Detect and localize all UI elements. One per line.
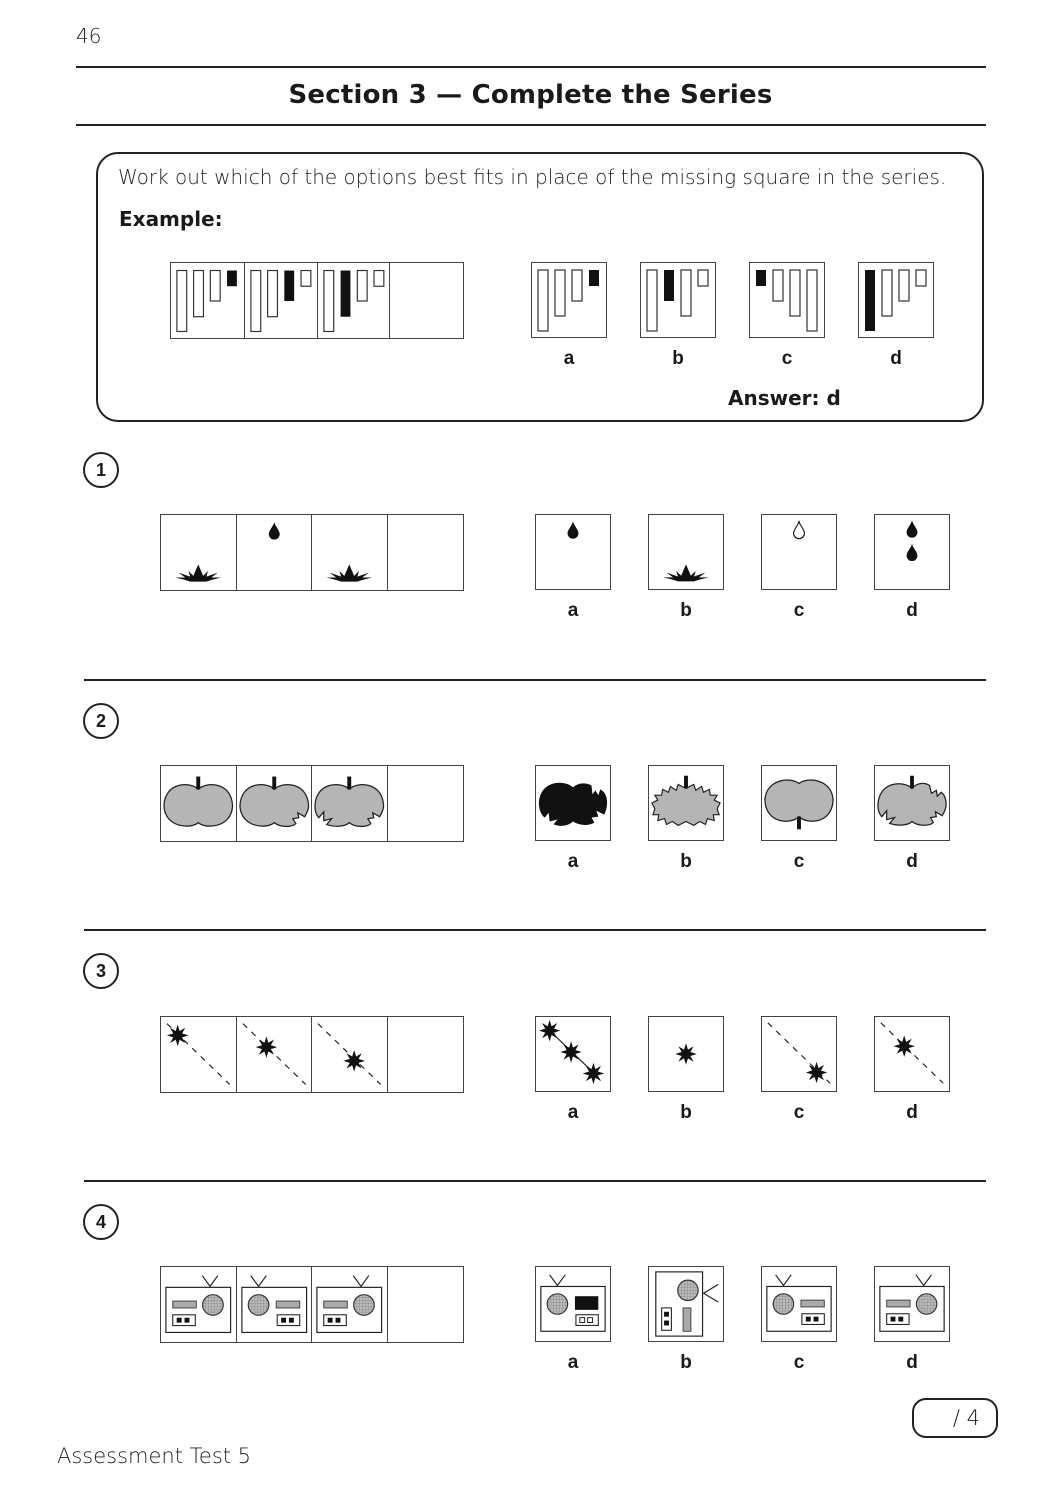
star-on-dashed-line-icon: [237, 1017, 312, 1092]
q1-series: [160, 514, 464, 591]
missing-cell: [388, 766, 464, 841]
example-option-c[interactable]: [749, 262, 825, 338]
series-cell: [161, 766, 237, 841]
option-label: c: [793, 600, 805, 621]
option-label: a: [567, 1102, 579, 1123]
option-label: b: [672, 348, 684, 369]
option-label: c: [793, 851, 805, 872]
option-label: d: [906, 600, 918, 621]
footer-title: Assessment Test 5: [57, 1444, 252, 1468]
bars-icon: [245, 263, 317, 338]
apple-bitten-icon: [649, 766, 723, 840]
missing-cell: [388, 1267, 464, 1342]
drop-outline-icon: [762, 515, 836, 589]
star-on-dashed-line-icon: [875, 1017, 949, 1091]
question-divider: [84, 679, 986, 681]
series-cell: [161, 1267, 237, 1342]
example-label: Example:: [119, 207, 223, 231]
option-label: a: [567, 600, 579, 621]
series-cell: [171, 263, 245, 338]
bars-icon: [532, 263, 606, 337]
q1-option-d[interactable]: [874, 514, 950, 590]
q1-option-a[interactable]: [535, 514, 611, 590]
option-label: d: [906, 1102, 918, 1123]
q1-option-c[interactable]: [761, 514, 837, 590]
apple-bitten-icon: [237, 766, 312, 841]
series-cell: [237, 766, 313, 841]
q4-option-c[interactable]: [761, 1266, 837, 1342]
option-label: b: [680, 851, 692, 872]
divider-under-title: [76, 124, 986, 126]
q4-series: [160, 1266, 464, 1343]
q2-option-a[interactable]: [535, 765, 611, 841]
series-cell: [161, 1017, 237, 1092]
series-cell: [237, 1017, 313, 1092]
star-on-dashed-line-icon: [762, 1017, 836, 1091]
radio-icon: [161, 1267, 236, 1342]
question-number: 2: [83, 703, 119, 739]
q2-option-c[interactable]: [761, 765, 837, 841]
star-on-dashed-line-icon: [161, 1017, 236, 1092]
option-label: d: [906, 1352, 918, 1373]
star-icon: [649, 1017, 723, 1091]
q1-option-b[interactable]: [648, 514, 724, 590]
drop-icon: [536, 515, 610, 589]
question-number: 3: [83, 953, 119, 989]
series-cell: [237, 515, 313, 590]
bars-icon: [318, 263, 390, 338]
radio-rotated-icon: [649, 1267, 723, 1341]
apple-icon: [161, 766, 236, 841]
question-divider: [84, 1180, 986, 1182]
drop-icon: [237, 515, 312, 590]
example-option-d[interactable]: [858, 262, 934, 338]
q3-option-b[interactable]: [648, 1016, 724, 1092]
option-label: b: [680, 1102, 692, 1123]
series-cell: [245, 263, 318, 338]
bars-icon: [750, 263, 824, 337]
radio-icon: [536, 1267, 610, 1341]
option-label: a: [567, 851, 579, 872]
missing-cell: [388, 1017, 464, 1092]
splash-icon: [649, 515, 723, 589]
series-cell: [237, 1267, 313, 1342]
option-label: c: [793, 1352, 805, 1373]
q3-option-a[interactable]: [535, 1016, 611, 1092]
splash-icon: [312, 515, 387, 590]
question-divider: [84, 929, 986, 931]
missing-cell: [390, 263, 463, 338]
bars-icon: [171, 263, 244, 338]
question-number: 4: [83, 1204, 119, 1240]
option-label: c: [781, 348, 793, 369]
example-answer: Answer: d: [728, 386, 841, 410]
instructions-text: Work out which of the options best fits in place of the missing square in the series.: [118, 165, 947, 189]
three-stars-icon: [536, 1017, 610, 1091]
bars-icon: [859, 263, 933, 337]
q2-option-b[interactable]: [648, 765, 724, 841]
splash-icon: [161, 515, 236, 590]
series-cell: [312, 1017, 388, 1092]
bars-icon: [641, 263, 715, 337]
radio-icon: [875, 1267, 949, 1341]
example-option-a[interactable]: [531, 262, 607, 338]
q2-option-d[interactable]: [874, 765, 950, 841]
q4-option-a[interactable]: [535, 1266, 611, 1342]
apple-bitten-icon: [312, 766, 387, 841]
series-cell: [312, 515, 388, 590]
question-number: 1: [83, 452, 119, 488]
option-label: b: [680, 600, 692, 621]
option-label: b: [680, 1352, 692, 1373]
section-title: Section 3 — Complete the Series: [288, 80, 773, 110]
page-number: 46: [76, 24, 102, 48]
radio-icon: [762, 1267, 836, 1341]
apple-black-icon: [536, 766, 610, 840]
q3-option-c[interactable]: [761, 1016, 837, 1092]
radio-icon: [312, 1267, 387, 1342]
apple-bitten-icon: [875, 766, 949, 840]
option-label: c: [793, 1102, 805, 1123]
apple-upside-down-icon: [762, 766, 836, 840]
q2-series: [160, 765, 464, 842]
series-cell: [312, 1267, 388, 1342]
example-option-b[interactable]: [640, 262, 716, 338]
series-cell: [161, 515, 237, 590]
missing-cell: [388, 515, 464, 590]
q4-option-d[interactable]: [874, 1266, 950, 1342]
series-cell: [312, 766, 388, 841]
two-drops-icon: [875, 515, 949, 589]
q3-series: [160, 1016, 464, 1093]
example-series: [170, 262, 464, 339]
score-box[interactable]: / 4: [912, 1398, 998, 1438]
radio-icon: [237, 1267, 312, 1342]
q4-option-b[interactable]: [648, 1266, 724, 1342]
option-label: d: [890, 348, 902, 369]
divider-top: [76, 66, 986, 68]
star-on-dashed-line-icon: [312, 1017, 387, 1092]
option-label: d: [906, 851, 918, 872]
option-label: a: [567, 1352, 579, 1373]
series-cell: [318, 263, 391, 338]
q3-option-d[interactable]: [874, 1016, 950, 1092]
option-label: a: [563, 348, 575, 369]
